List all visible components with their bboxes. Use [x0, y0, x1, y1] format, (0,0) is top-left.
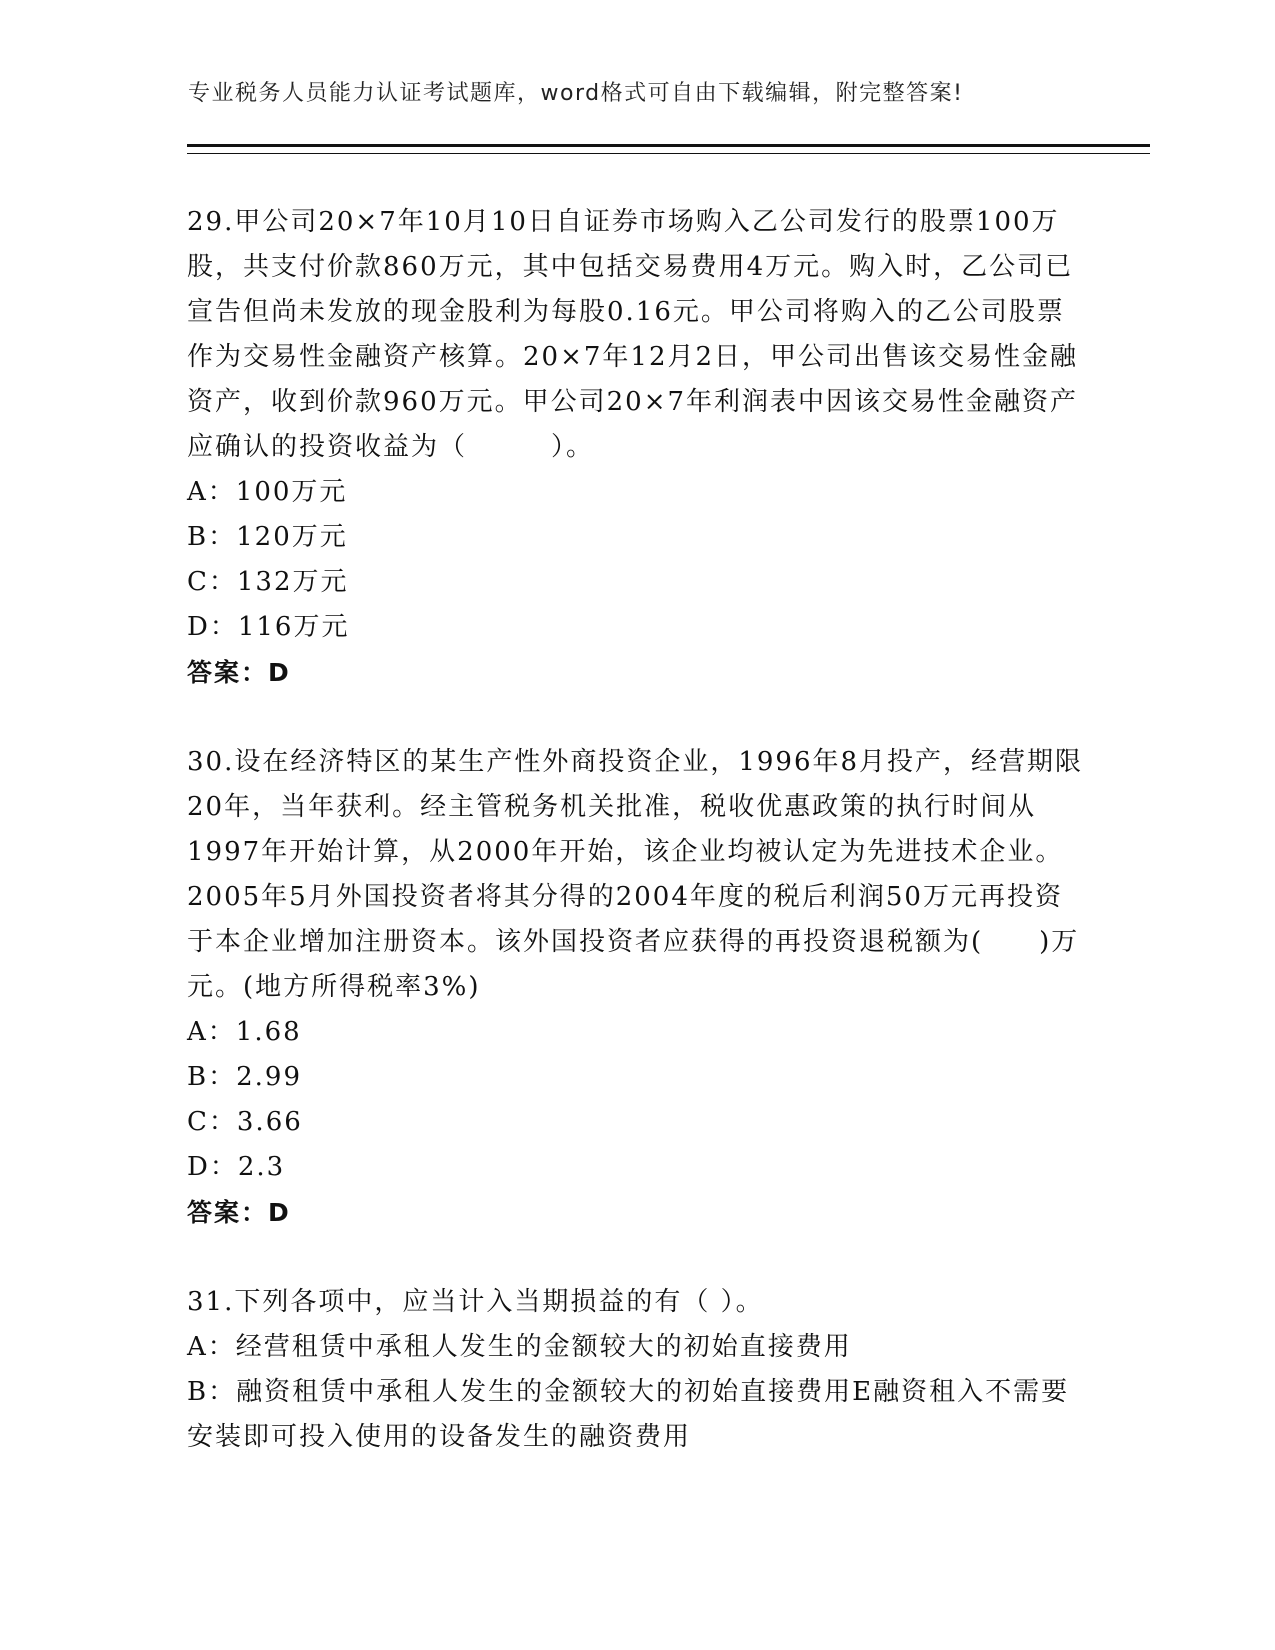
question-stem: 29.甲公司20×7年10月10日自证券市场购入乙公司发行的股票100万股，共支付价款860万元，其中包括交易费用4万元。购入时，乙公司已宣告但尚未发放的现金股利为每股0.16元。甲公司将购入的乙公司股票作为交易性金融资产核算。20×7年12月2日，甲公司出售该交易性金融资产，收到价款960万元。甲公司20×7年利润表中因该交易性金融资产应确认的投资收益为（ ）。 — [187, 207, 1079, 462]
option-d: D：116万元 — [187, 612, 350, 642]
question-31 — [187, 1280, 1087, 1460]
question-30 — [187, 740, 1087, 1235]
option-b: B：2.99 — [187, 1062, 302, 1092]
question-29 — [187, 200, 1087, 695]
option-c: C：132万元 — [187, 567, 349, 597]
answer-line: 答案：D — [187, 658, 291, 687]
option-a: A：经营租赁中承租人发生的金额较大的初始直接费用 — [187, 1332, 852, 1362]
answer-line: 答案：D — [187, 1198, 291, 1227]
option-c: C：3.66 — [187, 1107, 303, 1137]
page-header-text: 专业税务人员能力认证考试题库，word格式可自由下载编辑，附完整答案! — [188, 81, 964, 106]
header-divider — [187, 144, 1150, 154]
option-d: D：2.3 — [187, 1152, 286, 1182]
option-a: A：1.68 — [187, 1017, 302, 1047]
option-a: A：100万元 — [187, 477, 348, 507]
option-b: B：融资租赁中承租人发生的金额较大的初始直接费用E融资租入不需要安装即可投入使用的设备发生的融资费用 — [187, 1377, 1070, 1452]
document-body — [187, 200, 1087, 1505]
option-b: B：120万元 — [187, 522, 348, 552]
question-stem: 30.设在经济特区的某生产性外商投资企业，1996年8月投产，经营期限20年，当年获利。经主管税务机关批准，税收优惠政策的执行时间从1997年开始计算，从2000年开始，该企业均被认定为先进技术企业。2005年5月外国投资者将其分得的2004年度的税后利润50万元再投资于本企业增加注册资本。该外国投资者应获得的再投资退税额为( )万元。(地方所得税率3%) — [187, 747, 1084, 1002]
question-stem: 31.下列各项中，应当计入当期损益的有（ ）。 — [187, 1287, 764, 1317]
